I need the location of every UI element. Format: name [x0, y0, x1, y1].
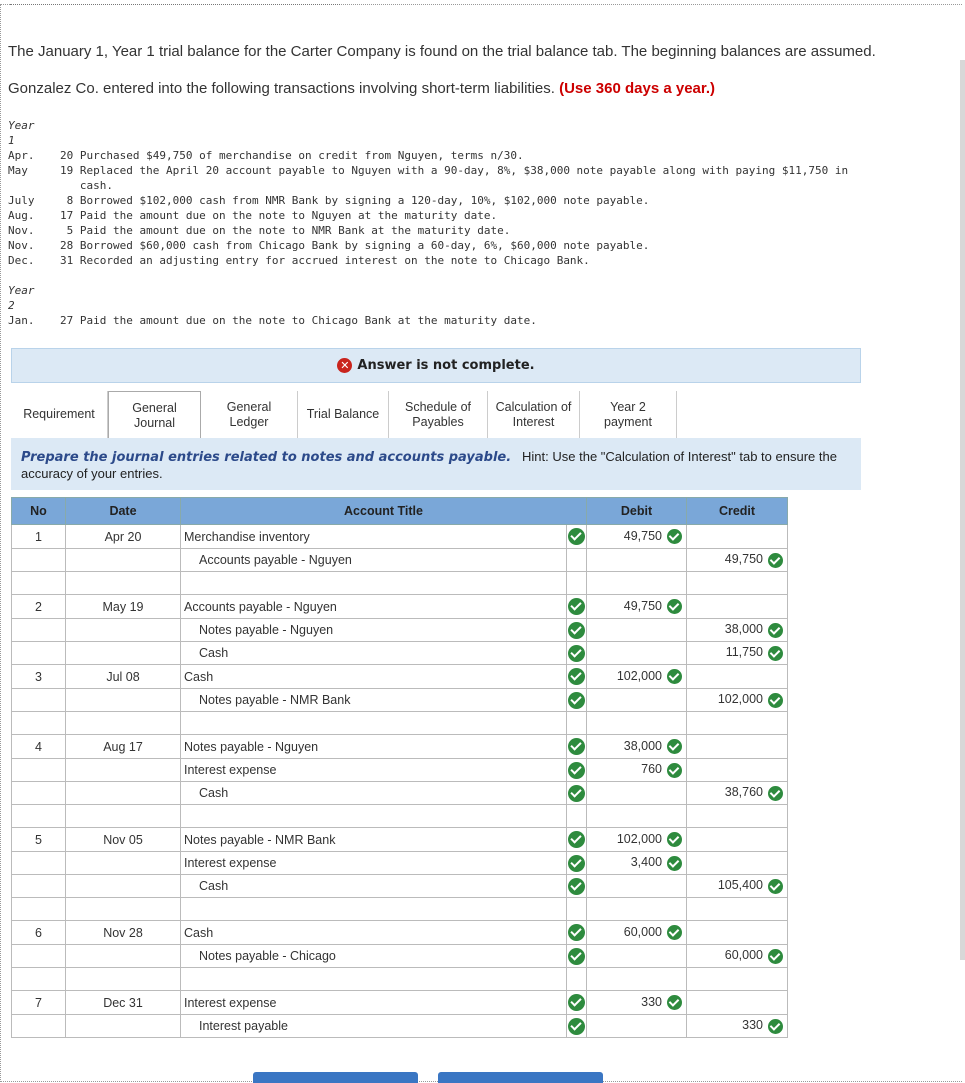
- credit-cell[interactable]: 38,000: [687, 619, 788, 642]
- debit-cell[interactable]: 60,000: [587, 921, 687, 945]
- journal-row: [12, 968, 788, 991]
- entry-date[interactable]: Dec 31: [66, 991, 181, 1015]
- account-check-cell: [567, 712, 587, 735]
- account-check-cell: [567, 968, 587, 991]
- account-title-cell[interactable]: Notes payable - Nguyen: [181, 619, 567, 642]
- year-2-transaction: 27 Paid the amount due on the note to Chicago Bank at the maturity date.: [60, 314, 537, 327]
- transaction-text: 31 Recorded an adjusting entry for accrued interest on the note to Chicago Bank.: [60, 254, 590, 267]
- entry-date[interactable]: [66, 1015, 181, 1038]
- account-title-cell[interactable]: Interest expense: [181, 852, 567, 875]
- credit-cell[interactable]: [687, 991, 788, 1015]
- tab-trial-balance[interactable]: Trial Balance: [298, 391, 389, 438]
- entry-number: [12, 898, 66, 921]
- tab-calculation-of-interest[interactable]: Calculation of Interest: [488, 391, 580, 438]
- account-check-cell: [567, 525, 587, 549]
- entry-date[interactable]: [66, 852, 181, 875]
- header-debit: Debit: [587, 498, 687, 525]
- debit-cell[interactable]: 760: [587, 759, 687, 782]
- journal-row: [12, 549, 788, 572]
- check-icon: [768, 879, 783, 894]
- debit-cell[interactable]: [587, 875, 687, 898]
- account-check-cell: [567, 549, 587, 572]
- check-icon: [667, 856, 682, 871]
- check-icon: [568, 645, 585, 662]
- account-check-cell: [567, 759, 587, 782]
- entry-date[interactable]: [66, 898, 181, 921]
- journal-row: [12, 921, 788, 945]
- debit-cell[interactable]: 102,000: [587, 665, 687, 689]
- check-icon: [768, 1019, 783, 1034]
- journal-row: [12, 759, 788, 782]
- transaction-month: May: [8, 164, 28, 177]
- account-check-cell: [567, 642, 587, 665]
- account-check-cell: [567, 619, 587, 642]
- account-title-cell[interactable]: Notes payable - Nguyen: [181, 735, 567, 759]
- transaction-month: Nov.: [8, 239, 35, 252]
- check-icon: [568, 785, 585, 802]
- entry-number: [12, 759, 66, 782]
- journal-row: [12, 525, 788, 549]
- debit-cell[interactable]: [587, 898, 687, 921]
- transaction-text: 8 Borrowed $102,000 cash from NMR Bank by signing a 120-day, 10%, $102,000 note payable.: [60, 194, 650, 207]
- debit-cell[interactable]: [587, 945, 687, 968]
- entry-number: 3: [12, 665, 66, 689]
- credit-cell[interactable]: [687, 759, 788, 782]
- transaction-month: Apr.: [8, 149, 35, 162]
- tab-requirement[interactable]: Requirement: [11, 391, 108, 438]
- account-title-cell[interactable]: Notes payable - NMR Bank: [181, 828, 567, 852]
- check-icon: [667, 739, 682, 754]
- credit-cell[interactable]: 105,400: [687, 875, 788, 898]
- header-date: Date: [66, 498, 181, 525]
- journal-row: [12, 572, 788, 595]
- account-title-cell[interactable]: Merchandise inventory: [181, 525, 567, 549]
- debit-cell[interactable]: [587, 968, 687, 991]
- entry-date[interactable]: Aug 17: [66, 735, 181, 759]
- hint-text: Hint: Use the "Calculation of Interest" tab to ensure the accuracy of your entries.: [21, 449, 837, 481]
- check-icon: [667, 763, 682, 778]
- account-title-cell[interactable]: Notes payable - NMR Bank: [181, 689, 567, 712]
- check-icon: [768, 553, 783, 568]
- account-title-cell[interactable]: [181, 805, 567, 828]
- journal-table: [11, 497, 788, 1038]
- transaction-text: cash.: [60, 179, 113, 192]
- entry-date[interactable]: May 19: [66, 595, 181, 619]
- entry-number: [12, 619, 66, 642]
- entry-number: [12, 782, 66, 805]
- journal-row: [12, 642, 788, 665]
- check-icon: [667, 925, 682, 940]
- check-icon: [568, 855, 585, 872]
- journal-row: [12, 665, 788, 689]
- check-icon: [667, 995, 682, 1010]
- account-check-cell: [567, 1015, 587, 1038]
- entry-number: [12, 968, 66, 991]
- account-check-cell: [567, 921, 587, 945]
- entry-number: 2: [12, 595, 66, 619]
- account-title-cell[interactable]: Cash: [181, 921, 567, 945]
- entry-date[interactable]: [66, 712, 181, 735]
- debit-cell[interactable]: [587, 805, 687, 828]
- check-icon: [667, 669, 682, 684]
- transaction-month: Dec.: [8, 254, 35, 267]
- intro-line-2: Gonzalez Co. entered into the following transactions involving short-term liabilities. (Use 360 days a year.): [8, 80, 716, 97]
- debit-cell[interactable]: 3,400: [587, 852, 687, 875]
- credit-cell[interactable]: [687, 805, 788, 828]
- account-check-cell: [567, 805, 587, 828]
- account-title-cell[interactable]: Interest expense: [181, 759, 567, 782]
- credit-cell[interactable]: [687, 665, 788, 689]
- journal-row: [12, 735, 788, 759]
- journal-row: [12, 852, 788, 875]
- debit-cell[interactable]: [587, 782, 687, 805]
- entry-date[interactable]: [66, 782, 181, 805]
- entry-number: [12, 852, 66, 875]
- account-check-cell: [567, 945, 587, 968]
- account-check-cell: [567, 782, 587, 805]
- journal-header-row: [12, 498, 788, 525]
- account-check-cell: [567, 852, 587, 875]
- check-icon: [768, 646, 783, 661]
- account-check-cell: [567, 828, 587, 852]
- entry-date[interactable]: Nov 05: [66, 828, 181, 852]
- check-icon: [667, 832, 682, 847]
- tab-year-2-payment[interactable]: Year 2 payment: [580, 391, 677, 438]
- credit-cell[interactable]: [687, 921, 788, 945]
- account-title-cell[interactable]: Interest expense: [181, 991, 567, 1015]
- debit-cell[interactable]: [587, 689, 687, 712]
- journal-row: [12, 1015, 788, 1038]
- account-check-cell: [567, 735, 587, 759]
- entry-date[interactable]: [66, 805, 181, 828]
- account-check-cell: [567, 898, 587, 921]
- account-title-cell[interactable]: Cash: [181, 875, 567, 898]
- journal-row: [12, 875, 788, 898]
- entry-date[interactable]: [66, 642, 181, 665]
- year-2-label: Year: [8, 284, 35, 297]
- debit-cell[interactable]: [587, 572, 687, 595]
- instruction-text: Prepare the journal entries related to notes and accounts payable.: [21, 450, 512, 465]
- credit-cell[interactable]: [687, 828, 788, 852]
- entry-date[interactable]: [66, 759, 181, 782]
- journal-row: [12, 945, 788, 968]
- days-note: (Use 360 days a year.): [559, 80, 716, 97]
- entry-date[interactable]: [66, 945, 181, 968]
- check-icon: [568, 994, 585, 1011]
- tab-general-ledger[interactable]: General Ledger: [201, 391, 298, 438]
- entry-date[interactable]: Nov 28: [66, 921, 181, 945]
- entry-date[interactable]: [66, 968, 181, 991]
- year-2-month: Jan.: [8, 314, 35, 327]
- entry-date[interactable]: [66, 689, 181, 712]
- account-check-cell: [567, 595, 587, 619]
- account-check-cell: [567, 689, 587, 712]
- transaction-text: 20 Purchased $49,750 of merchandise on credit from Nguyen, terms n/30.: [60, 149, 524, 162]
- entry-number: [12, 712, 66, 735]
- debit-cell[interactable]: [587, 549, 687, 572]
- entry-date[interactable]: [66, 549, 181, 572]
- intro-line-1: The January 1, Year 1 trial balance for the Carter Company is found on the trial balance tab. The beginning balances are assumed.: [8, 43, 876, 60]
- check-icon: [568, 924, 585, 941]
- check-icon: [568, 762, 585, 779]
- scrollbar[interactable]: [960, 60, 965, 960]
- journal-row: [12, 712, 788, 735]
- credit-cell[interactable]: 60,000: [687, 945, 788, 968]
- journal-row: [12, 898, 788, 921]
- transaction-text: 5 Paid the amount due on the note to NMR Bank at the maturity date.: [60, 224, 511, 237]
- entry-number: [12, 945, 66, 968]
- check-icon: [768, 949, 783, 964]
- credit-cell[interactable]: [687, 968, 788, 991]
- check-icon: [568, 622, 585, 639]
- transaction-month: Aug.: [8, 209, 35, 222]
- check-icon: [568, 1018, 585, 1035]
- header-credit: Credit: [687, 498, 788, 525]
- account-check-cell: [567, 875, 587, 898]
- credit-cell[interactable]: [687, 572, 788, 595]
- credit-cell[interactable]: [687, 595, 788, 619]
- account-title-cell[interactable]: Interest payable: [181, 1015, 567, 1038]
- credit-cell[interactable]: [687, 898, 788, 921]
- account-title-cell[interactable]: Notes payable - Chicago: [181, 945, 567, 968]
- entry-date[interactable]: [66, 875, 181, 898]
- credit-cell[interactable]: 38,760: [687, 782, 788, 805]
- account-check-cell: [567, 572, 587, 595]
- entry-number: [12, 689, 66, 712]
- entry-date[interactable]: [66, 572, 181, 595]
- credit-cell[interactable]: 11,750: [687, 642, 788, 665]
- credit-cell[interactable]: [687, 712, 788, 735]
- answer-status-banner: [11, 348, 861, 383]
- entry-number: [12, 549, 66, 572]
- account-title-cell[interactable]: Cash: [181, 642, 567, 665]
- debit-cell[interactable]: [587, 712, 687, 735]
- entry-number: [12, 1015, 66, 1038]
- next-button[interactable]: [438, 1072, 603, 1083]
- check-icon: [568, 598, 585, 615]
- account-title-cell[interactable]: [181, 712, 567, 735]
- account-title-cell[interactable]: Cash: [181, 782, 567, 805]
- check-icon: [568, 831, 585, 848]
- journal-row: [12, 991, 788, 1015]
- check-icon: [768, 623, 783, 638]
- entry-number: 4: [12, 735, 66, 759]
- journal-row: [12, 805, 788, 828]
- header-account-title: Account Title: [181, 498, 587, 525]
- instructions-box: [11, 438, 861, 490]
- tab-general-journal[interactable]: General Journal: [108, 391, 201, 439]
- debit-cell[interactable]: 330: [587, 991, 687, 1015]
- check-icon: [568, 528, 585, 545]
- debit-cell[interactable]: 38,000: [587, 735, 687, 759]
- account-title-cell[interactable]: Cash: [181, 665, 567, 689]
- tab-schedule-of-payables[interactable]: Schedule of Payables: [389, 391, 488, 438]
- debit-cell[interactable]: 49,750: [587, 525, 687, 549]
- account-title-cell[interactable]: Accounts payable - Nguyen: [181, 595, 567, 619]
- top-cutoff-strip: [10, 0, 340, 5]
- transaction-text: 28 Borrowed $60,000 cash from Chicago Bank by signing a 60-day, 6%, $60,000 note payable.: [60, 239, 650, 252]
- check-icon: [768, 693, 783, 708]
- debit-cell[interactable]: [587, 1015, 687, 1038]
- transaction-text: 19 Replaced the April 20 account payable to Nguyen with a 90-day, 8%, $38,000 note payable along with paying $11,750 in: [60, 164, 849, 177]
- account-title-cell[interactable]: [181, 572, 567, 595]
- transaction-text: 17 Paid the amount due on the note to Nguyen at the maturity date.: [60, 209, 498, 222]
- transaction-month: July: [8, 194, 35, 207]
- transaction-month: Nov.: [8, 224, 35, 237]
- credit-cell[interactable]: [687, 525, 788, 549]
- entry-number: 1: [12, 525, 66, 549]
- prev-button[interactable]: [253, 1072, 418, 1083]
- account-check-cell: [567, 991, 587, 1015]
- entry-number: [12, 642, 66, 665]
- year-1-label: Year: [8, 119, 35, 132]
- check-icon: [568, 738, 585, 755]
- credit-cell[interactable]: [687, 852, 788, 875]
- account-check-cell: [567, 665, 587, 689]
- entry-date[interactable]: Apr 20: [66, 525, 181, 549]
- account-title-cell[interactable]: [181, 968, 567, 991]
- journal-row: [12, 619, 788, 642]
- journal-row: [12, 828, 788, 852]
- entry-number: 6: [12, 921, 66, 945]
- entry-date[interactable]: Jul 08: [66, 665, 181, 689]
- journal-row: [12, 782, 788, 805]
- check-icon: [568, 668, 585, 685]
- account-title-cell[interactable]: [181, 898, 567, 921]
- credit-cell[interactable]: 102,000: [687, 689, 788, 712]
- debit-cell[interactable]: 49,750: [587, 595, 687, 619]
- account-title-cell[interactable]: Accounts payable - Nguyen: [181, 549, 567, 572]
- journal-row: [12, 595, 788, 619]
- entry-number: [12, 875, 66, 898]
- credit-cell[interactable]: 330: [687, 1015, 788, 1038]
- debit-cell[interactable]: [587, 619, 687, 642]
- credit-cell[interactable]: 49,750: [687, 549, 788, 572]
- year-2-number: 2: [8, 299, 15, 312]
- check-icon: [768, 786, 783, 801]
- header-no: No: [12, 498, 66, 525]
- journal-row: [12, 689, 788, 712]
- year-1-number: 1: [8, 134, 15, 147]
- check-icon: [568, 948, 585, 965]
- check-icon: [568, 692, 585, 709]
- check-icon: [667, 529, 682, 544]
- check-icon: [667, 599, 682, 614]
- entry-number: [12, 572, 66, 595]
- entry-date[interactable]: [66, 619, 181, 642]
- entry-number: 5: [12, 828, 66, 852]
- check-icon: [568, 878, 585, 895]
- error-x-icon: ✕: [337, 358, 352, 373]
- entry-number: 7: [12, 991, 66, 1015]
- debit-cell[interactable]: 102,000: [587, 828, 687, 852]
- debit-cell[interactable]: [587, 642, 687, 665]
- credit-cell[interactable]: [687, 735, 788, 759]
- entry-number: [12, 805, 66, 828]
- banner-text: Answer is not complete.: [357, 358, 535, 373]
